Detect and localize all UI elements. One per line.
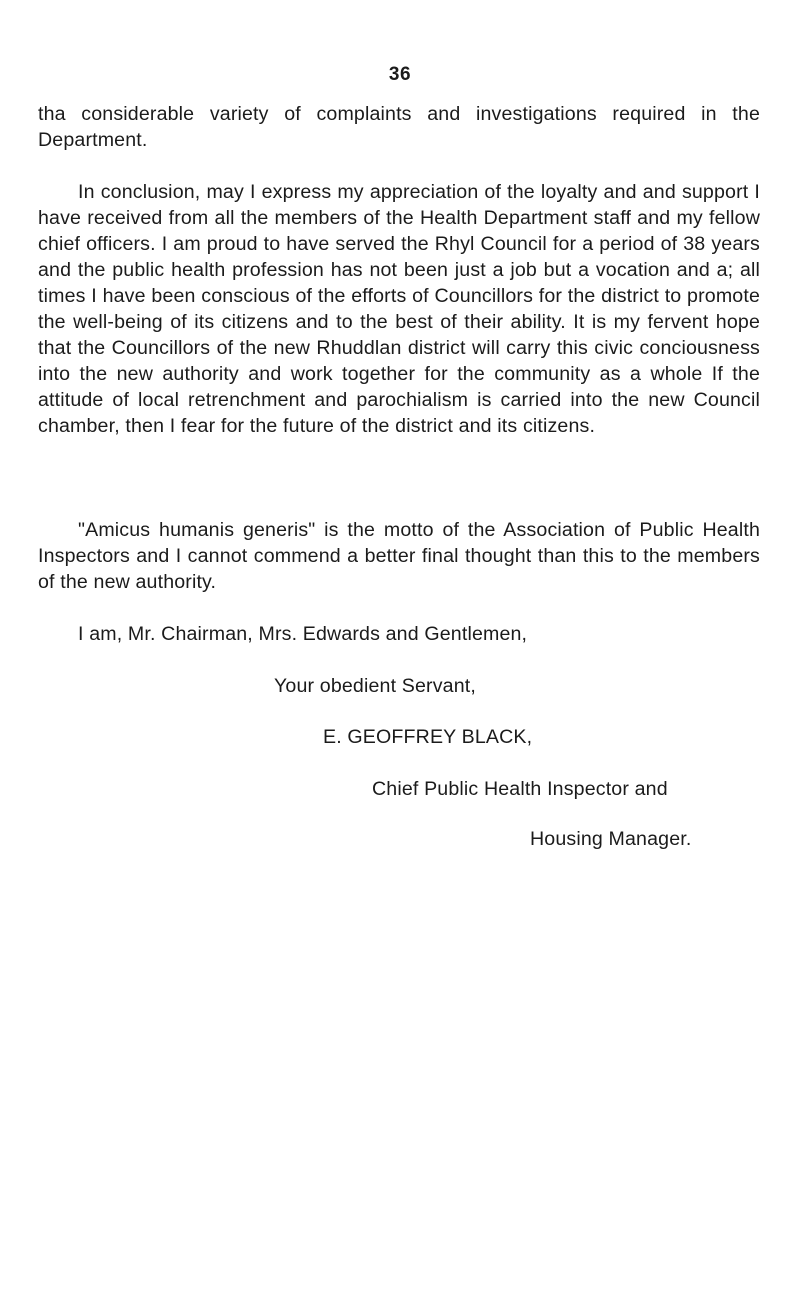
paragraph-motto: "Amicus humanis generis" is the motto of the Association of Public Health Inspectors and I cannot commend a better final thought than this to the members of the new authority. [38, 519, 760, 593]
paragraph-continuation: tha considerable variety of complaints and investigations required in the Department. [38, 103, 760, 151]
letter-salutation: I am, Mr. Chairman, Mrs. Edwards and Gentlemen, [78, 623, 528, 645]
page-number: 36 [388, 64, 412, 85]
paragraph-conclusion: In conclusion, may I express my appreciation of the loyalty and and support I have received from all the members of the Health Department staff and my fellow chief officers. I am proud to have served the Rhyl Council for a period of 38 years and the public health profession has not been just a job but a vocation and a; all times I have been conscious of the efforts of Councillors for the district to promote the well-being of its citizens and to the best of their ability. It is my fervent hope that the Councillors of the new Rhuddlan district will carry this civic conciousness into the new authority and work together for the community as a whole If the attitude of local retrenchment and parochialism is carried into the new Council chamber, then I fear for the future of the district and its citizens. [38, 181, 760, 437]
letter-closing: Your obedient Servant, [274, 675, 476, 697]
signer-name: E. GEOFFREY BLACK, [323, 726, 533, 748]
signer-title-line2: Housing Manager. [530, 828, 692, 850]
signer-title-line1: Chief Public Health Inspector and [372, 778, 668, 800]
